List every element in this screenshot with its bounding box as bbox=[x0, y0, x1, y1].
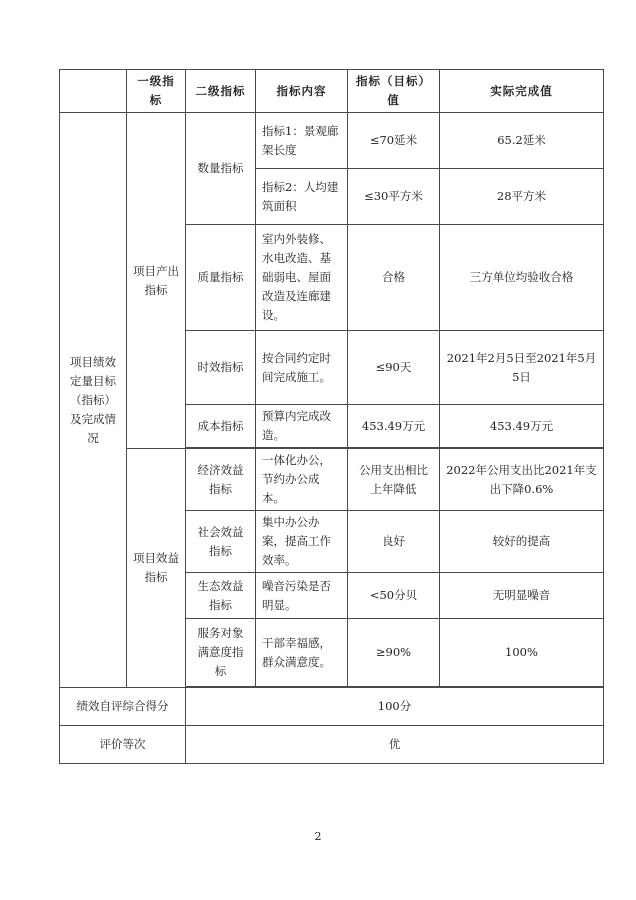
level2-timeliness: 时效指标 bbox=[186, 331, 256, 405]
content-cell: 一体化办公，节约办公成本。 bbox=[256, 449, 348, 511]
level1-benefit: 项目效益指标 bbox=[127, 449, 186, 688]
summary-row bbox=[60, 726, 604, 764]
level1-output: 项目产出指标 bbox=[127, 113, 186, 449]
actual-cell: 100% bbox=[440, 619, 604, 687]
level2-social: 社会效益指标 bbox=[186, 511, 256, 573]
level2-ecological: 生态效益指标 bbox=[186, 573, 256, 619]
header-target: 指标（目标）值 bbox=[348, 70, 440, 113]
level2-satisfaction: 服务对象满意度指标 bbox=[186, 619, 256, 687]
content-cell: 室内外装修、水电改造、基础弱电、屋面改造及连廊建设。 bbox=[256, 225, 348, 331]
content-cell: 干部幸福感，群众满意度。 bbox=[256, 619, 348, 687]
grade-value: 优 bbox=[186, 726, 604, 764]
table-row bbox=[60, 113, 604, 169]
target-cell: ≥90% bbox=[348, 619, 440, 687]
target-cell: 合格 bbox=[348, 225, 440, 331]
content-cell: 指标1：景观廊架长度 bbox=[256, 113, 348, 169]
page-number: 2 bbox=[314, 830, 322, 843]
actual-cell: 2022年公用支出比2021年支出下降0.6% bbox=[440, 449, 604, 511]
target-cell: <50分贝 bbox=[348, 573, 440, 619]
target-cell: ≤30平方米 bbox=[348, 169, 440, 225]
target-cell: ≤70延米 bbox=[348, 113, 440, 169]
score-label: 绩效自评综合得分 bbox=[60, 688, 186, 726]
target-cell: ≤90天 bbox=[348, 331, 440, 405]
target-cell: 良好 bbox=[348, 511, 440, 573]
actual-cell: 较好的提高 bbox=[440, 511, 604, 573]
level2-economic: 经济效益指标 bbox=[186, 449, 256, 511]
actual-cell: 28平方米 bbox=[440, 169, 604, 225]
level2-quality: 质量指标 bbox=[186, 225, 256, 331]
target-cell: 公用支出相比上年降低 bbox=[348, 449, 440, 511]
content-cell: 按合同约定时间完成施工。 bbox=[256, 331, 348, 405]
content-cell: 指标2：人均建筑面积 bbox=[256, 169, 348, 225]
score-value: 100分 bbox=[186, 688, 604, 726]
target-cell: 453.49万元 bbox=[348, 405, 440, 448]
level2-quantity: 数量指标 bbox=[186, 113, 256, 225]
header-actual: 实际完成值 bbox=[440, 70, 604, 113]
content-cell: 噪音污染是否明显。 bbox=[256, 573, 348, 619]
actual-cell: 无明显噪音 bbox=[440, 573, 604, 619]
performance-table bbox=[59, 69, 604, 764]
actual-cell: 三方单位均验收合格 bbox=[440, 225, 604, 331]
grade-label: 评价等次 bbox=[60, 726, 186, 764]
content-cell: 集中办公办案，提高工作效率。 bbox=[256, 511, 348, 573]
section-label: 项目绩效定量目标（指标）及完成情况 bbox=[60, 113, 127, 688]
actual-cell: 453.49万元 bbox=[440, 405, 604, 448]
actual-cell: 2021年2月5日至2021年5月5日 bbox=[440, 331, 604, 405]
header-level2: 二级指标 bbox=[186, 70, 256, 113]
level2-cost: 成本指标 bbox=[186, 405, 256, 448]
table-row bbox=[60, 449, 604, 511]
header-blank-cell bbox=[60, 70, 127, 113]
actual-cell: 65.2延米 bbox=[440, 113, 604, 169]
content-cell: 预算内完成改造。 bbox=[256, 405, 348, 448]
header-content: 指标内容 bbox=[256, 70, 348, 113]
summary-row bbox=[60, 688, 604, 726]
header-level1: 一级指标 bbox=[127, 70, 186, 113]
header-row bbox=[60, 70, 604, 113]
